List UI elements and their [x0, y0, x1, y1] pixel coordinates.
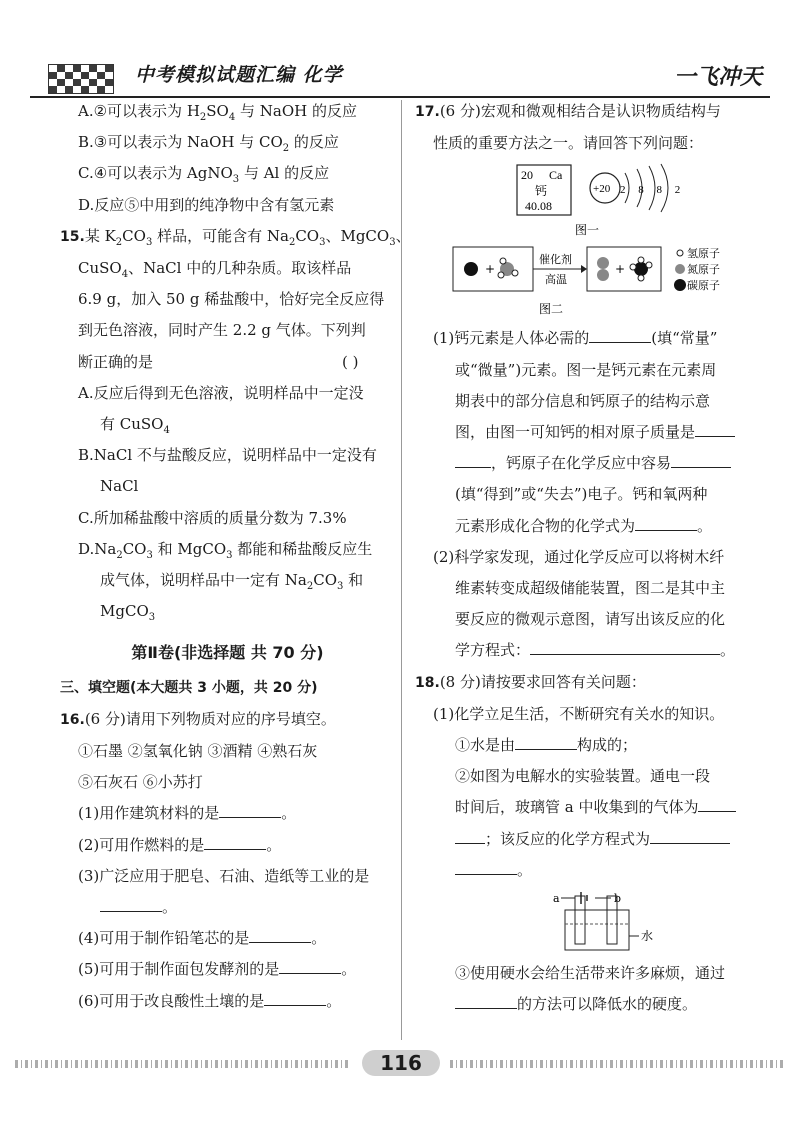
q15-stem-3: 6.9 g，加入 50 g 稀盐酸中，恰好完全反应得 [78, 290, 385, 309]
q17-part-2-d: 学方程式： 。 [455, 641, 736, 660]
brand-name: 一飞冲天 [673, 65, 762, 90]
answer-blank [455, 994, 517, 1009]
answer-blank [455, 453, 491, 468]
q14-option-d: D.反应⑤中用到的纯净物中含有氢元素 [78, 195, 335, 214]
q17-part-1: (1)钙元素是人体必需的 (填“常量” [433, 329, 718, 348]
element-name: 钙 [535, 184, 548, 199]
legend-carbon-label: 碳原子 [687, 279, 720, 293]
q18-sub-2-b: 时间后，玻璃管 a 中收集到的气体为 [415, 792, 760, 823]
answer-blank [264, 991, 326, 1006]
q18-stem: 18.(8 分)请按要求回答有关问题： [415, 672, 646, 691]
answer-blank [279, 959, 341, 974]
legend-hydrogen [677, 250, 683, 256]
water-label: 水 [641, 929, 654, 944]
q17-stem: 17.(6 分)宏观和微观相结合是认识物质结构与 [415, 102, 721, 120]
answer-blank [455, 829, 485, 844]
q18-sub-2: ②如图为电解水的实验装置。通电一段 [455, 767, 711, 786]
q17-part-1-e: ，钙原子在化学反应中容易 [415, 448, 760, 479]
q17-part-1-d: 图，由图一可知钙的相对原子质量是 [415, 417, 760, 448]
calcium-diagram [415, 159, 760, 243]
q15-option-c: C.所加稀盐酸中溶质的质量分数为 7.3% [78, 508, 347, 527]
answer-blank [219, 803, 281, 818]
q18-sub-2-c: ；该反应的化学方程式为 [415, 824, 760, 855]
answer-blank [650, 829, 730, 844]
tube-b-label: b [614, 892, 622, 906]
hydrogen-atom [638, 257, 644, 263]
hydrogen-atom [630, 264, 636, 270]
footer-pattern-right [450, 1060, 785, 1068]
hydrogen-atom [498, 272, 504, 278]
q16-part-1: (1)用作建筑材料的是 。 [78, 804, 297, 823]
q14-option-c: C.④可以表示为 AgNO$_3$ 与 Al 的反应 [78, 164, 330, 186]
q16-stem: 16.(6 分)请用下列物质对应的序号填空。 [60, 709, 336, 728]
legend-nitrogen [675, 264, 685, 274]
answer-blank [635, 516, 697, 531]
q15-stem: 15.某 $K_2CO_3$ 样品，可能含有 $Na_2CO_3$、MgCO$_3$、 [60, 226, 411, 248]
answer-blank [455, 860, 517, 875]
answer-blank [671, 453, 731, 468]
tube-a-label: a [553, 892, 560, 906]
q15-stem-4: 到无色溶液，同时产生 2.2 g 气体。下列判 [78, 321, 366, 340]
reaction-diagram [415, 243, 760, 323]
page-footer [0, 1050, 800, 1080]
q17-part-2-b: 维素转变成超级储能装置，图二是其中主 [455, 579, 726, 598]
tube-a [575, 896, 585, 944]
answer-blank [698, 797, 736, 812]
q15-option-a: A.反应后得到无色溶液，说明样品中一定没 [78, 383, 364, 402]
nitrogen-atom [597, 257, 609, 269]
q15-option-a-cont: 有 CuSO$_4$ [100, 415, 170, 437]
condition-label: 高温 [545, 273, 567, 287]
atomic-number: 20 [521, 168, 533, 183]
q18-sub-3-b: 的方法可以降低水的硬度。 [415, 989, 760, 1020]
q14-option-b: B.③可以表示为 NaOH 与 $CO_2$ 的反应 [78, 133, 339, 155]
q15-option-b-cont: NaCl [100, 477, 139, 496]
figure-1 [415, 159, 760, 243]
arrow-head [581, 265, 587, 273]
q17-part-1-f: (填“得到”或“失去”)电子。钙和氧两种 [455, 485, 708, 504]
section-3-heading: 三、填空题(本大题共 3 小题，共 20 分) [60, 679, 318, 696]
figure-1-caption: 图一 [575, 223, 600, 238]
nitrogen-atom [597, 269, 609, 281]
page-header [30, 52, 770, 98]
q15-stem-5: 断正确的是 ( ) [60, 347, 395, 378]
legend-nitrogen-label: 氮原子 [687, 263, 720, 277]
q16-part-4: (4)可用于制作铅笔芯的是 。 [78, 929, 327, 948]
atomic-mass: 40.08 [525, 199, 552, 214]
answer-blank [204, 835, 266, 850]
answer-blank [515, 735, 577, 750]
q15-stem-2: CuSO$_4$、NaCl 中的几种杂质。取该样品 [78, 259, 352, 281]
q15-option-d: $D.Na_2CO_3$ 和 MgCO$_3$ 都能和稀盐酸反应生 [78, 539, 373, 561]
hydrogen-atom [512, 270, 518, 276]
hydrogen-atom [500, 258, 506, 264]
section-title: 第Ⅱ卷(非选择题 共 70 分) [131, 643, 324, 663]
q16-part-3: (3)广泛应用于肥皂、石油、造纸等工业的是 [78, 866, 370, 885]
answer-blank [249, 928, 311, 943]
q17-part-1-c: 期表中的部分信息和钙原子的结构示意 [455, 391, 711, 410]
q18-sub-2-d: 。 [415, 855, 760, 886]
q15-option-b: B.NaCl 不与盐酸反应，说明样品中一定没有 [78, 446, 377, 465]
electrolysis-figure [415, 886, 760, 958]
legend-hydrogen-label: 氢原子 [687, 247, 720, 261]
figure-2 [415, 243, 760, 323]
q16-part-6: (6)可用于改良酸性土壤的是 。 [78, 991, 342, 1010]
header-title: 中考模拟试题汇编 化学 [135, 64, 343, 86]
q18-sub-1: ①水是由 构成的； [455, 736, 638, 755]
answer-blank [589, 328, 651, 343]
carbon-atom [464, 262, 478, 276]
q18-sub-3: ③使用硬水会给生活带来许多麻烦，通过 [455, 964, 726, 983]
q15-option-d-cont: 成气体，说明样品中一定有 $Na_2CO_3$ 和 [100, 571, 364, 593]
q16-part-3-cont: 。 [60, 892, 395, 923]
answer-blank [530, 640, 720, 655]
figure-2-caption: 图二 [539, 302, 564, 317]
q18-part-1: (1)化学立足生活，不断研究有关水的知识。 [433, 704, 725, 723]
page-number: 116 [362, 1050, 440, 1076]
hydrogen-atom [638, 275, 644, 281]
nucleus-charge: +20 [593, 183, 611, 196]
plus-sign: + [485, 262, 496, 277]
electron-shells: 2 8 8 2 [620, 184, 686, 197]
q17-part-1-b: 或“微量”)元素。图一是钙元素在元素周 [455, 360, 717, 379]
answer-blank [695, 422, 735, 437]
q16-part-2: (2)可用作燃料的是 。 [78, 835, 282, 854]
q17-part-2: (2)科学家发现，通过化学反应可以将树木纤 [433, 547, 725, 566]
q15-option-d-cont-2: MgCO$_3$ [100, 602, 156, 624]
q17-part-1-g: 元素形成化合物的化学式为 。 [455, 516, 713, 535]
legend-carbon [674, 279, 686, 291]
catalyst-label: 催化剂 [539, 253, 572, 267]
answer-blank [100, 897, 162, 912]
q17-part-2-c: 要反应的微观示意图，请写出该反应的化 [455, 610, 726, 629]
checker-logo [48, 64, 114, 94]
q16-options-1: ①石墨 ②氢氧化钠 ③酒精 ④熟石灰 [78, 742, 318, 761]
q17-stem-2: 性质的重要方法之一。请回答下列问题： [433, 134, 704, 153]
element-symbol: Ca [549, 168, 563, 183]
q14-option-a: A.②可以表示为 $H_2SO_4$ 与 NaOH 的反应 [78, 102, 357, 123]
electrolysis-apparatus [415, 886, 760, 958]
answer-bracket: ( ) [342, 352, 359, 371]
q16-options-2: ⑤石灰石 ⑥小苏打 [78, 773, 203, 792]
left-column [60, 96, 411, 1017]
right-column [415, 96, 760, 1020]
q16-part-5: (5)可用于制作面包发酵剂的是 。 [78, 960, 357, 979]
hydrogen-atom [646, 262, 652, 268]
plus-sign: + [615, 262, 626, 277]
footer-pattern-left [15, 1060, 350, 1068]
